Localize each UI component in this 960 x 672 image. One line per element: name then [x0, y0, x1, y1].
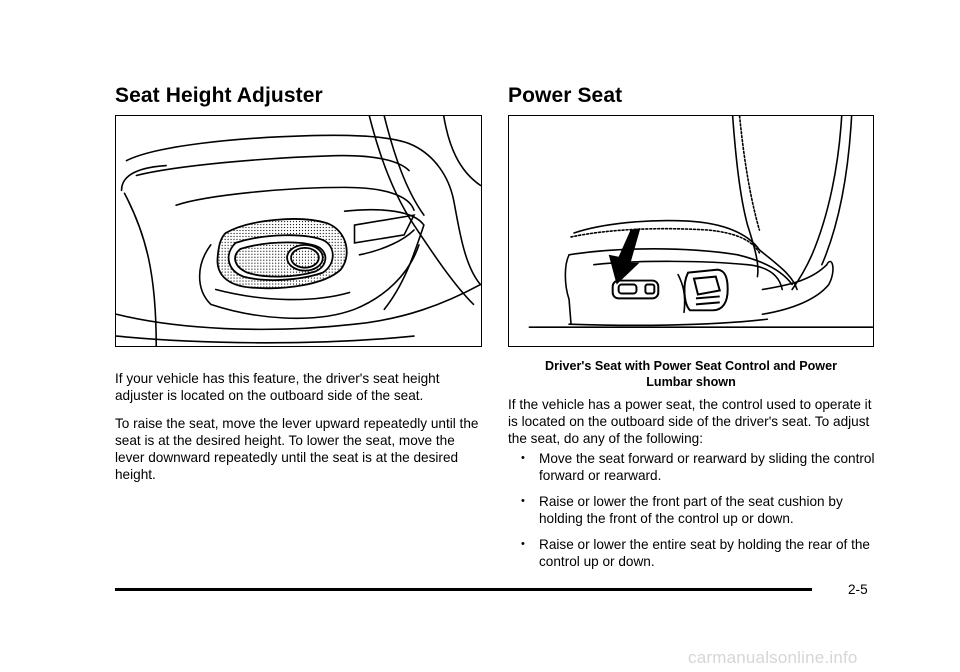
paragraph-height-adjuster-usage: To raise the seat, move the lever upward repeatedly until the seat is at the desired height. To lower the seat, move the lever downward repeatedly until the seat is at the desired height. — [115, 416, 479, 482]
figure-caption-line-2: Lumbar shown — [646, 375, 736, 389]
list-item — [508, 536, 880, 570]
footer-rule — [115, 588, 812, 591]
page-number: 2-5 — [848, 582, 868, 597]
watermark: carmanualsonline.info — [688, 648, 858, 667]
list-item-text: Raise or lower the entire seat by holding the rear of the control up or down. — [539, 537, 870, 569]
paragraph-power-seat-intro: If the vehicle has a power seat, the control used to operate it is located on the outboard side of the driver's seat. To adjust the seat, do any of the following: — [508, 397, 872, 446]
bullet-icon: • — [521, 538, 525, 550]
list-item — [508, 493, 880, 527]
power-seat-illustration — [508, 115, 874, 347]
list-item-text: Raise or lower the front part of the seat cushion by holding the front of the control up or down. — [539, 494, 843, 526]
section-title-power-seat: Power Seat — [508, 84, 623, 107]
section-title-seat-height-adjuster: Seat Height Adjuster — [115, 84, 323, 107]
list-item-text: Move the seat forward or rearward by sliding the control forward or rearward. — [539, 451, 875, 483]
power-seat-instructions-list — [508, 450, 880, 579]
list-item — [508, 450, 880, 484]
figure-caption-line-1: Driver's Seat with Power Seat Control and Power — [544, 359, 838, 373]
seat-height-adjuster-illustration — [115, 115, 482, 347]
paragraph-height-adjuster-location: If your vehicle has this feature, the driver's seat height adjuster is located on the outboard side of the seat. — [115, 371, 440, 403]
figure-caption — [508, 358, 874, 390]
bullet-icon: • — [521, 452, 525, 464]
bullet-icon: • — [521, 495, 525, 507]
